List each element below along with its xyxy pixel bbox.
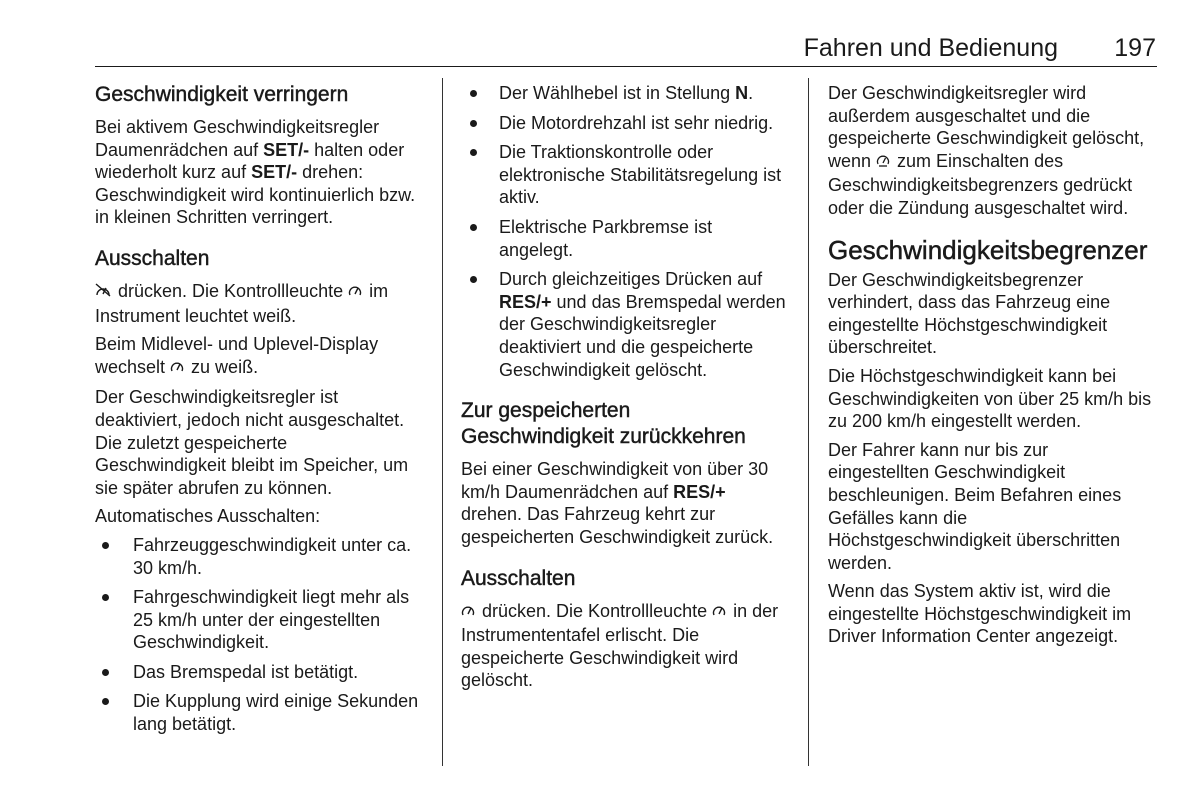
list-item: Durch gleichzeitiges Drücken auf RES/+ und das Bremspedal werden der Geschwindigkeitsregler deaktiviert und die gespeicherte Geschwindigkeit gelöscht. (461, 268, 786, 381)
list-item: Elektrische Parkbremse ist angelegt. (461, 216, 786, 261)
paragraph-switch-off-2: Beim Midlevel- und Uplevel-Display wechselt zu weiß. (95, 333, 420, 380)
speed-limiter-icon (876, 152, 890, 175)
paragraph-limiter-1: Der Geschwindigkeitsbegrenzer verhindert, dass das Fahrzeug eine eingestellte Höchstgeschwindigkeit überschreitet. (828, 269, 1111, 358)
cruise-control-off-icon (95, 282, 111, 305)
cruise-control-icon (170, 358, 184, 381)
list-item: Fahrzeuggeschwindigkeit unter ca. 30 km/h. (95, 534, 420, 579)
paragraph-limiter-4: Wenn das System aktiv ist, wird die eingestellte Höchstgeschwindigkeit im Driver Information Center angezeigt. (828, 581, 1132, 647)
heading-switch-off: Ausschalten (95, 246, 210, 270)
paragraph-switch-off-cruise: drücken. Die Kontrollleuchte in der Instrumententafel erlischt. Die gespeicherte Geschwindigkeit wird gelöscht. (461, 600, 779, 691)
list-item: Das Bremspedal ist betätigt. (95, 661, 420, 684)
column-2 (461, 82, 786, 698)
column-divider-1 (442, 78, 443, 766)
paragraph-return: Bei einer Geschwindigkeit von über 30 km/h Daumenrädchen auf RES/+ drehen. Das Fahrzeug kehrt zur gespeicherten Geschwindigkeit zurück. (461, 459, 774, 547)
column-1 (95, 82, 420, 743)
heading-speed-limiter: Geschwindigkeitsbegrenzer (828, 234, 1148, 265)
heading-decrease-speed: Geschwindigkeit verringern (95, 83, 349, 106)
cruise-control-icon (712, 602, 726, 625)
list-item: Die Traktionskontrolle oder elektronische Stabilitätsregelung ist aktiv. (461, 141, 786, 209)
paragraph-limiter-3: Der Fahrer kann nur bis zur eingestellten Geschwindigkeit beschleunigen. Beim Befahren eines Gefälles kann die Höchstgeschwindigkeit überschritten werden. (828, 439, 1122, 573)
header-rule (95, 66, 1157, 67)
paragraph-decrease-speed: Bei aktivem Geschwindigkeitsregler Daumenrädchen auf SET/- halten oder wiederholt kurz auf SET/- drehen: Geschwindigkeit wird kontinuierlich bzw. in kleinen Schritten verringert. (95, 117, 416, 228)
list-item: Fahrgeschwindigkeit liegt mehr als 25 km/h unter der eingestellten Geschwindigkeit. (95, 586, 420, 654)
page-header-title: Fahren und Bedienung (803, 34, 1058, 62)
list-item: Die Motordrehzahl ist sehr niedrig. (461, 112, 786, 135)
list-item: Die Kupplung wird einige Sekunden lang betätigt. (95, 690, 420, 735)
paragraph-auto-off: Automatisches Ausschalten: (95, 506, 321, 527)
paragraph-switch-off-1: drücken. Die Kontrollleuchte im Instrument leuchtet weiß. (95, 280, 389, 326)
auto-off-list-continued (461, 82, 786, 381)
page-number: 197 (1114, 34, 1156, 62)
heading-switch-off-2: Ausschalten (461, 566, 576, 590)
list-item: Der Wählhebel ist in Stellung N. (461, 82, 786, 105)
column-divider-2 (808, 78, 809, 766)
cruise-control-icon (348, 282, 362, 305)
paragraph-limiter-2: Die Höchstgeschwindigkeit kann bei Geschwindigkeiten von über 25 km/h bis zu 200 km/h eingestellt werden. (828, 365, 1152, 432)
column-3 (828, 82, 1153, 654)
paragraph-limiter-interaction: Der Geschwindigkeitsregler wird außerdem ausgeschaltet und die gespeicherte Geschwindigkeit gelöscht, wenn zum Einschalten des Geschwindigkeitsbegrenzers gedrückt oder die Zündung ausgeschaltet wird. (828, 83, 1145, 218)
paragraph-switch-off-3: Der Geschwindigkeitsregler ist deaktiviert, jedoch nicht ausgeschaltet. Die zuletzt gespeicherte Geschwindigkeit bleibt im Speicher, um sie später abrufen zu können. (95, 387, 409, 498)
heading-return-to-stored-speed: Zur gespeicherten Geschwindigkeit zurückkehren (461, 399, 746, 449)
cruise-control-icon (461, 602, 475, 625)
auto-off-list (95, 534, 420, 736)
